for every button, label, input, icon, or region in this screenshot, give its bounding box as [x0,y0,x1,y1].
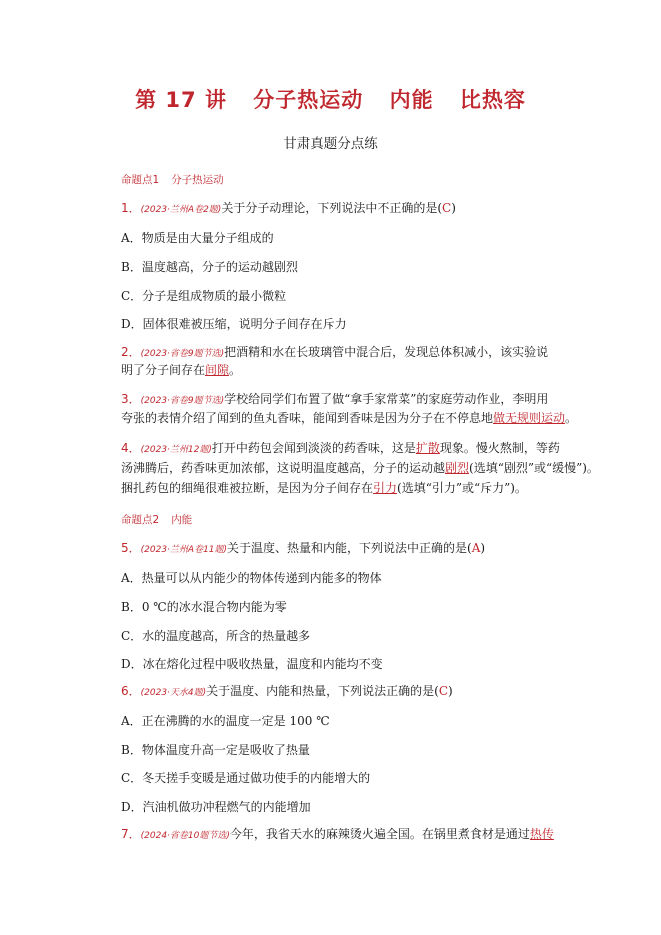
question-text: 明了分子间存在 [121,363,206,377]
q6-option-c: C．冬天搓手变暖是通过做功使手的内能增大的 [121,771,371,785]
question-source: (2023·天水4题) [140,688,207,698]
fill-answer: 扩散 [415,441,440,455]
question-text: (选填“引力”或“斥力”)。 [397,481,527,495]
question-number: 1． [121,201,141,215]
q1-option-a: A．物质是由大量分子组成的 [121,231,274,245]
q5-option-c: C．水的温度越高，所含的热量越多 [121,629,311,643]
section-heading-1 [121,172,224,187]
q5-option-a: A．热量可以从内能少的物体传递到内能多的物体 [121,571,382,585]
question-number: 6． [121,684,141,698]
section-name: 内能 [171,514,193,526]
title-topic-2: 内能 [389,88,434,112]
section-label: 命题点2 [121,514,160,526]
question-source: (2023·省卷9题节选) [140,396,225,406]
q6-option-b: B．物体温度升高一定是吸收了热量 [121,743,310,757]
question-text: 打开中药包会闻到淡淡的药香味，这是 [211,441,416,455]
question-3-cont [121,410,578,426]
question-6 [121,683,565,701]
answer: C [442,201,452,215]
question-2 [121,344,565,362]
question-4-cont-1 [121,460,599,476]
question-1 [121,200,565,218]
q5-option-d: D．冰在熔化过程中吸收热量，温度和内能均不变 [121,657,383,671]
q1-option-d: D．固体很难被压缩，说明分子间存在斥力 [121,317,347,331]
title-lecture: 第 17 讲 [135,88,227,112]
question-source: (2023·省卷9题节选) [140,349,225,359]
section-heading-2 [121,512,192,527]
paren-close: ) [448,684,453,698]
question-number: 2． [121,345,141,359]
question-source: (2023·兰州A卷2题) [140,205,222,215]
question-number: 4． [121,441,141,455]
answer: C [438,684,449,698]
question-text: 汤沸腾后，药香味更加浓郁，这说明温度越高，分子的运动越 [121,461,446,475]
question-text: 今年，我省天水的麻辣烫火遍全国。在锅里煮食材是通过 [229,827,530,841]
fill-answer: 剧烈 [445,461,470,475]
question-stem: 关于温度、热量和内能，下列说法中正确的是( [227,541,472,555]
page-subtitle: 甘肃真题分点练 [283,136,378,152]
q6-option-d: D．汽油机做功冲程燃气的内能增加 [121,800,311,814]
section-label: 命题点1 [121,174,160,186]
question-text: 学校给同学们布置了做“拿手家常菜”的家庭劳动作业，李明用 [224,392,549,406]
question-text: 夸张的表情介绍了闻到的鱼丸香味，能闻到香味是因为分子在不停息地 [121,411,494,425]
question-5 [121,540,565,558]
question-4-cont-2 [121,480,565,496]
question-number: 5． [121,541,141,555]
question-3 [121,391,565,409]
title-topic-1: 分子热运动 [253,88,364,112]
q1-option-b: B．温度越高，分子的运动越剧烈 [121,260,298,274]
section-name: 分子热运动 [171,174,224,186]
question-number: 3． [121,392,141,406]
q1-option-c: C．分子是组成物质的最小微粒 [121,289,287,303]
q6-option-a: A．正在沸腾的水的温度一定是 100 ℃ [121,714,330,728]
title-topic-3: 比热容 [459,88,526,112]
question-source: (2023·兰州A卷11题) [140,545,228,555]
question-stem: 关于分子动理论，下列说法中不正确的是( [221,201,442,215]
question-number: 7． [121,827,141,841]
question-text: 捆扎药包的细绳很难被拉断，是因为分子间存在 [121,481,374,495]
question-source: (2024·省卷10题节选) [140,831,230,841]
fill-answer: 间隙 [205,363,230,377]
fill-answer: 热传 [529,827,554,841]
paren-close: ) [451,201,456,215]
fill-answer: 引力 [373,481,398,495]
punct: 。 [565,411,578,425]
question-7 [121,826,565,844]
q5-option-b: B．0 ℃的冰水混合物内能为零 [121,600,287,614]
question-source: (2023·兰州12题) [140,445,212,455]
fill-answer: 做无规则运动 [493,411,566,425]
question-2-cont [121,362,565,378]
punct: 。 [229,363,242,377]
question-stem: 关于温度、内能和热量，下列说法正确的是( [206,684,439,698]
page-title [0,84,661,114]
question-text: 现象。慢火熬制，等药 [439,441,560,455]
paren-close: ) [480,541,486,555]
answer: A [471,541,481,555]
question-text: 把酒精和水在长玻璃管中混合后，发现总体积减小，该实验说 [224,345,549,359]
question-4 [121,440,565,458]
question-text: (选填“剧烈”或“缓慢”)。 [469,461,599,475]
